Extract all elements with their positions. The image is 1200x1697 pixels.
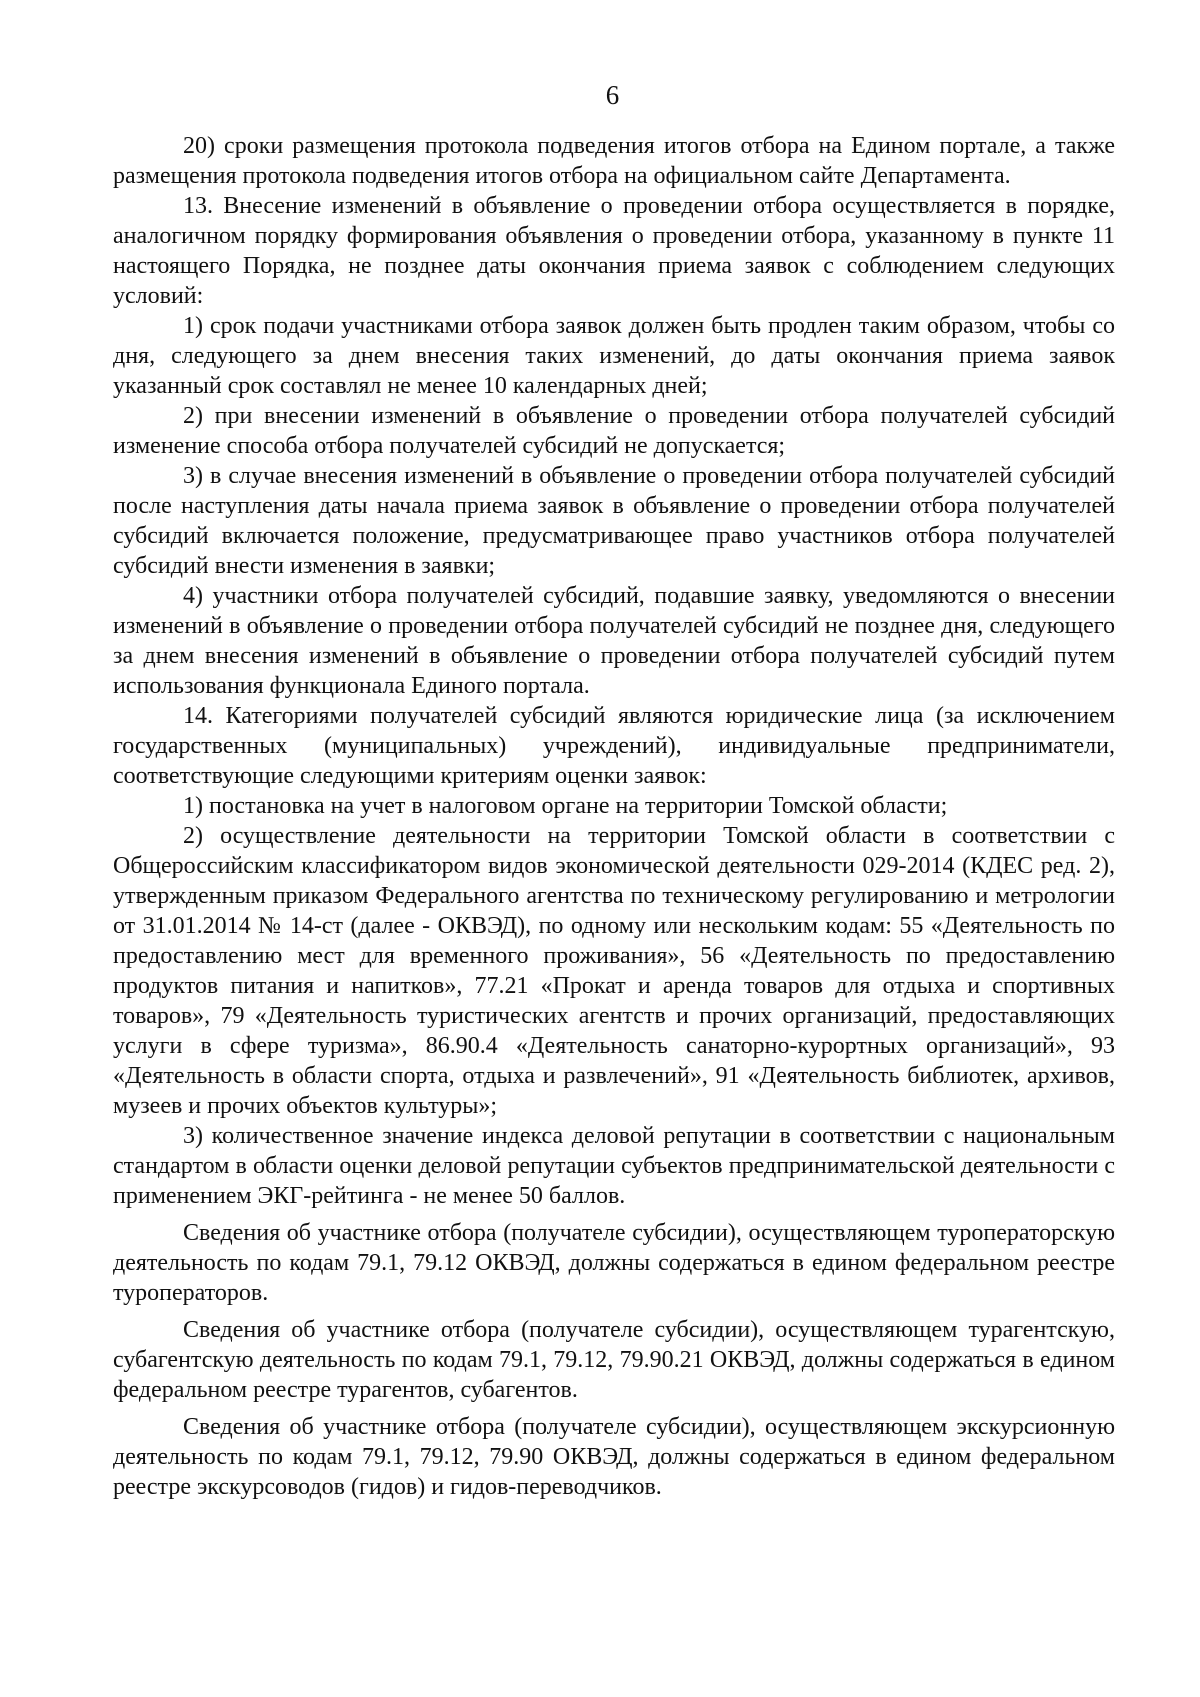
paragraph-13-item-1: 1) срок подачи участниками отбора заявок должен быть продлен таким образом, чтобы со дня, следующего за днем внесения таких изменений, до даты окончания приема заявок указанный срок составлял не менее 10 календарных дней; (113, 313, 1115, 399)
paragraph-guides: Сведения об участнике отбора (получателе субсидии), осуществляющем экскурсионную деятельность по кодам 79.1, 79.12, 79.90 ОКВЭД, должны содержаться в едином федеральном реестре экскурсоводов (гидов) и гидов-переводчиков. (113, 1414, 1115, 1500)
document-body (113, 131, 1115, 1502)
page-number: 6 (605, 80, 620, 110)
paragraph-item-20: 20) сроки размещения протокола подведения итогов отбора на Едином портале, а также размещения протокола подведения итогов отбора на официальном сайте Департамента. (113, 133, 1115, 189)
paragraph-travel-agents: Сведения об участнике отбора (получателе субсидии), осуществляющем турагентскую, субагентскую деятельность по кодам 79.1, 79.12, 79.90.21 ОКВЭД, должны содержаться в едином федеральном реестре турагентов, субагентов. (113, 1317, 1115, 1403)
paragraph-13-item-2: 2) при внесении изменений в объявление о проведении отбора получателей субсидий изменение способа отбора получателей субсидий не допускается; (113, 403, 1115, 459)
paragraph-14-item-1: 1) постановка на учет в налоговом органе на территории Томской области; (183, 793, 948, 819)
paragraph-14-item-2: 2) осуществление деятельности на территории Томской области в соответствии с Общероссийским классификатором видов экономической деятельности 029-2014 (КДЕС ред. 2), утвержденным приказом Федерального агентства по техническому регулированию и метрологии от 31.01.2014 № 14-ст (далее - ОКВЭД), по одному или нескольким кодам: 55 «Деятельность по предоставлению мест для временного проживания», 56 «Деятельность по предоставлению продуктов питания и напитков», 77.21 «Прокат и аренда товаров для отдыха и спортивных товаров», 79 «Деятельность туристических агентств и прочих организаций, предоставляющих услуги в сфере туризма», 86.90.4 «Деятельность санаторно-курортных организаций», 93 «Деятельность в области спорта, отдыха и развлечений», 91 «Деятельность библиотек, архивов, музеев и прочих объектов культуры»; (113, 823, 1115, 1119)
paragraph-13-item-3: 3) в случае внесения изменений в объявление о проведении отбора получателей субсидий после наступления даты начала приема заявок в объявление о проведении отбора получателей субсидий включается положение, предусматривающее право участников отбора получателей субсидий внести изменения в заявки; (113, 463, 1115, 579)
paragraph-section-13: 13. Внесение изменений в объявление о проведении отбора осуществляется в порядке, аналогичном порядку формирования объявления о проведении отбора, указанному в пункте 11 настоящего Порядка, не позднее даты окончания приема заявок с соблюдением следующих условий: (113, 193, 1115, 309)
paragraph-14-item-3: 3) количественное значение индекса деловой репутации в соответствии с национальным стандартом в области оценки деловой репутации субъектов предпринимательской деятельности с применением ЭКГ-рейтинга - не менее 50 баллов. (113, 1123, 1115, 1209)
paragraph-section-14: 14. Категориями получателей субсидий являются юридические лица (за исключением государственных (муниципальных) учреждений), индивидуальные предприниматели, соответствующие следующими критериям оценки заявок: (113, 703, 1115, 789)
paragraph-tour-operators: Сведения об участнике отбора (получателе субсидии), осуществляющем туроператорскую деятельность по кодам 79.1, 79.12 ОКВЭД, должны содержаться в едином федеральном реестре туроператоров. (113, 1220, 1115, 1306)
paragraph-13-item-4: 4) участники отбора получателей субсидий, подавшие заявку, уведомляются о внесении изменений в объявление о проведении отбора получателей субсидий не позднее дня, следующего за днем внесения изменений в объявление о проведении отбора получателей субсидий путем использования функционала Единого портала. (113, 583, 1115, 699)
